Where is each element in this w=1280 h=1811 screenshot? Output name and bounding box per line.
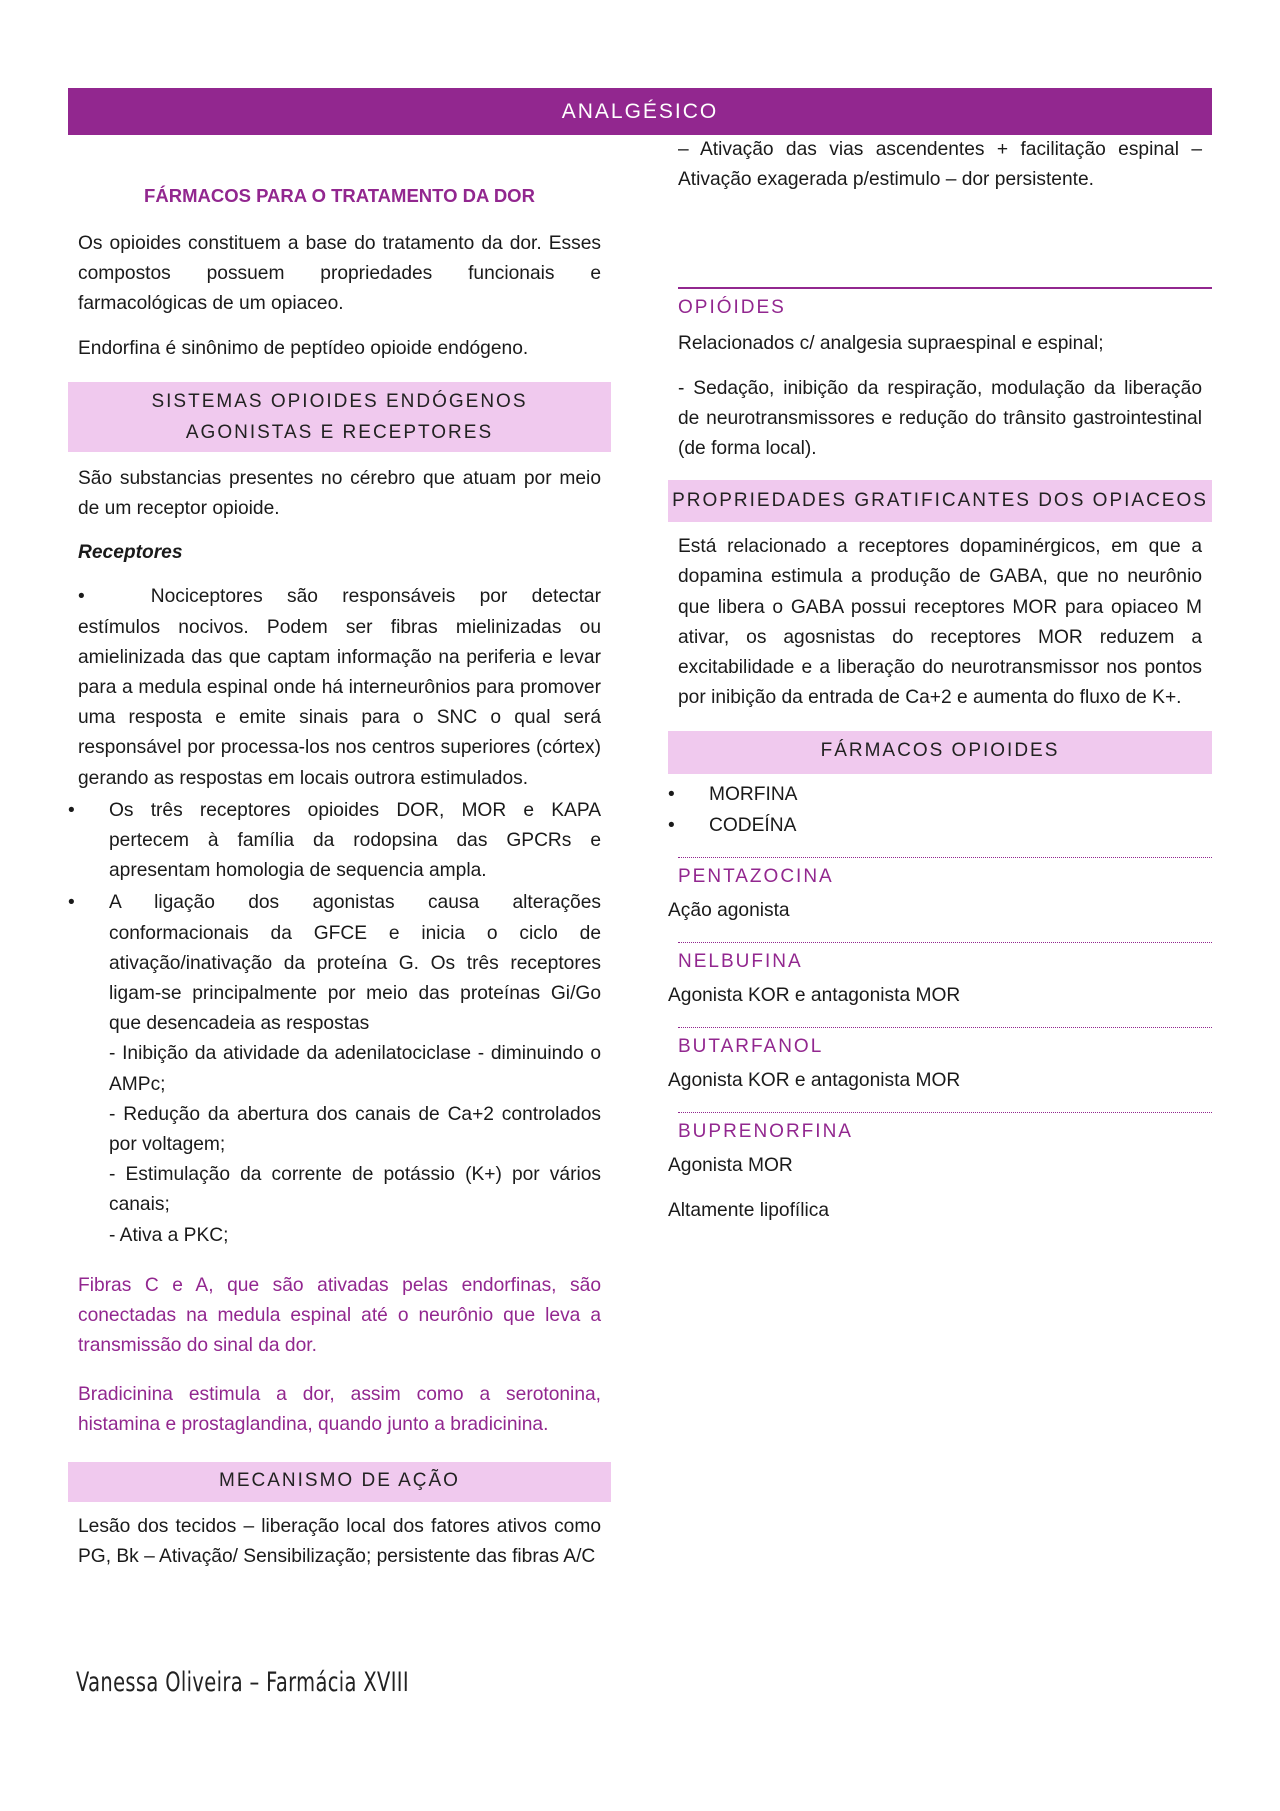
continuation-paragraph: – Ativação das vias ascendentes + facilitação espinal – Ativação exagerada p/estimulo – dor persistente. bbox=[678, 139, 1202, 191]
pentazocina-paragraph: Ação agonista bbox=[668, 899, 790, 921]
receptores-title: Receptores bbox=[78, 542, 183, 564]
buprenorfina-paragraph-1: Agonista MOR bbox=[668, 1155, 793, 1177]
drug-list-item bbox=[668, 780, 1212, 810]
mecanismo-paragraph: Lesão dos tecidos – liberação local dos fatores ativos como PG, Bk – Ativação/ Sensibilização; persistente das fibras A/C bbox=[78, 1515, 601, 1568]
bullet-content bbox=[109, 888, 611, 1250]
left-column bbox=[68, 135, 611, 1572]
purple-paragraph-bradicinina: Bradicinina estimula a dor, assim como a serotonina, histamina e prostaglandina, quando junto a bradicinina. bbox=[78, 1383, 601, 1435]
nelbufina-paragraph: Agonista KOR e antagonista MOR bbox=[668, 985, 961, 1007]
band-heading-propriedades: PROPRIEDADES GRATIFICANTES DOS OPIACEOS bbox=[668, 480, 1212, 522]
pentazocina-title: PENTAZOCINA bbox=[678, 865, 834, 887]
bullet-item bbox=[68, 888, 611, 1250]
bullet-text: Os três receptores opioides DOR, MOR e KAPA pertecem à família da rodopsina das GPCRs e apresentam homologia de sequencia ampla. bbox=[109, 799, 601, 882]
author-signature: Vanessa Oliveira – Farmácia XVIII bbox=[76, 1667, 409, 1698]
bullet-icon: • bbox=[78, 586, 85, 608]
butarfanol-paragraph: Agonista KOR e antagonista MOR bbox=[668, 1070, 961, 1092]
opioides-title: OPIÓIDES bbox=[678, 297, 786, 319]
propriedades-paragraph: Está relacionado a receptores dopaminérgicos, em que a dopamina estimula a produção de GABA, que no neurônio que libera o GABA possui receptores MOR para opiaceo M ativar, os agosnistas do receptores MOR reduzem a excitabilidade e a liberação do neurotransmissor nos pontos por inibição da entrada de Ca+2 e aumenta do fluxo de K+. bbox=[678, 536, 1202, 709]
sub-item: - Estimulação da corrente de potássio (K+) por vários canais; bbox=[109, 1164, 601, 1216]
band-heading-sistemas: SISTEMAS OPIOIDES ENDÓGENOS AGONISTAS E RECEPTORES bbox=[68, 382, 611, 452]
purple-paragraph-fibras: Fibras C e A, que são ativadas pelas endorfinas, são conectadas na medula espinal até o neurônio que leva a transmissão do sinal da dor. bbox=[78, 1274, 601, 1357]
bullet-text: A ligação dos agonistas causa alterações conformacionais da GFCE e inicia o ciclo de ativação/inativação da proteína G. Os três receptores ligam-se principalmente por meio das proteínas Gi/Go que desencadeia as respostas bbox=[109, 892, 601, 1035]
nociceptores-paragraph bbox=[68, 582, 611, 793]
bullet-icon: • bbox=[68, 799, 75, 821]
section-subtitle: FÁRMACOS PARA O TRATAMENTO DA DOR bbox=[144, 185, 535, 206]
butarfanol-title: BUTARFANOL bbox=[678, 1036, 824, 1058]
bullet-icon: • bbox=[668, 814, 675, 836]
page-title-bar: ANALGÉSICO bbox=[68, 88, 1212, 135]
bullet-item bbox=[68, 796, 611, 887]
nelbufina-title: NELBUFINA bbox=[678, 951, 803, 973]
sub-item: - Redução da abertura dos canais de Ca+2 controlados por voltagem; bbox=[109, 1103, 601, 1156]
bullet-icon: • bbox=[668, 784, 675, 806]
buprenorfina-title: BUPRENORFINA bbox=[678, 1121, 853, 1143]
opioides-paragraph-1: Relacionados c/ analgesia supraespinal e espinal; bbox=[678, 333, 1104, 355]
drug-list-item bbox=[668, 811, 1212, 841]
band-heading-mecanismo: MECANISMO DE AÇÃO bbox=[68, 1462, 611, 1502]
drug-name: MORFINA bbox=[709, 784, 798, 806]
intro-paragraph-2: Endorfina é sinônimo de peptídeo opioide endógeno. bbox=[78, 337, 529, 359]
sub-item: - Inibição da atividade da adenilatociclase - diminuindo o AMPc; bbox=[109, 1043, 601, 1095]
nociceptores-text: Nociceptores são responsáveis por detectar estímulos nocivos. Podem ser fibras mielinizadas ou amielinizada das que captam informação na periferia e levar para a medula espinal onde há interneurônios para promover uma resposta e emite sinais para o SNC o qual será responsável por processa-los nos centros superiores (córtex) gerando as respostas em locais outrora estimulados. bbox=[78, 586, 601, 789]
opioides-paragraph-2: - Sedação, inibição da respiração, modulação da liberação de neurotransmissores e redução do trânsito gastrointestinal (de forma local). bbox=[678, 377, 1202, 460]
sub-item: - Ativa a PKC; bbox=[109, 1224, 229, 1246]
right-column bbox=[668, 135, 1212, 1226]
band-heading-farmacos: FÁRMACOS OPIOIDES bbox=[668, 731, 1212, 774]
intro-paragraph-1: Os opioides constituem a base do tratamento da dor. Esses compostos possuem propriedades funcionais e farmacológicas de um opiaceo. bbox=[78, 233, 601, 315]
drug-name: CODEÍNA bbox=[709, 814, 797, 836]
sistemas-paragraph: São substancias presentes no cérebro que atuam por meio de um receptor opioide. bbox=[78, 467, 601, 520]
buprenorfina-paragraph-2: Altamente lipofílica bbox=[668, 1199, 830, 1221]
bullet-icon: • bbox=[68, 892, 75, 914]
